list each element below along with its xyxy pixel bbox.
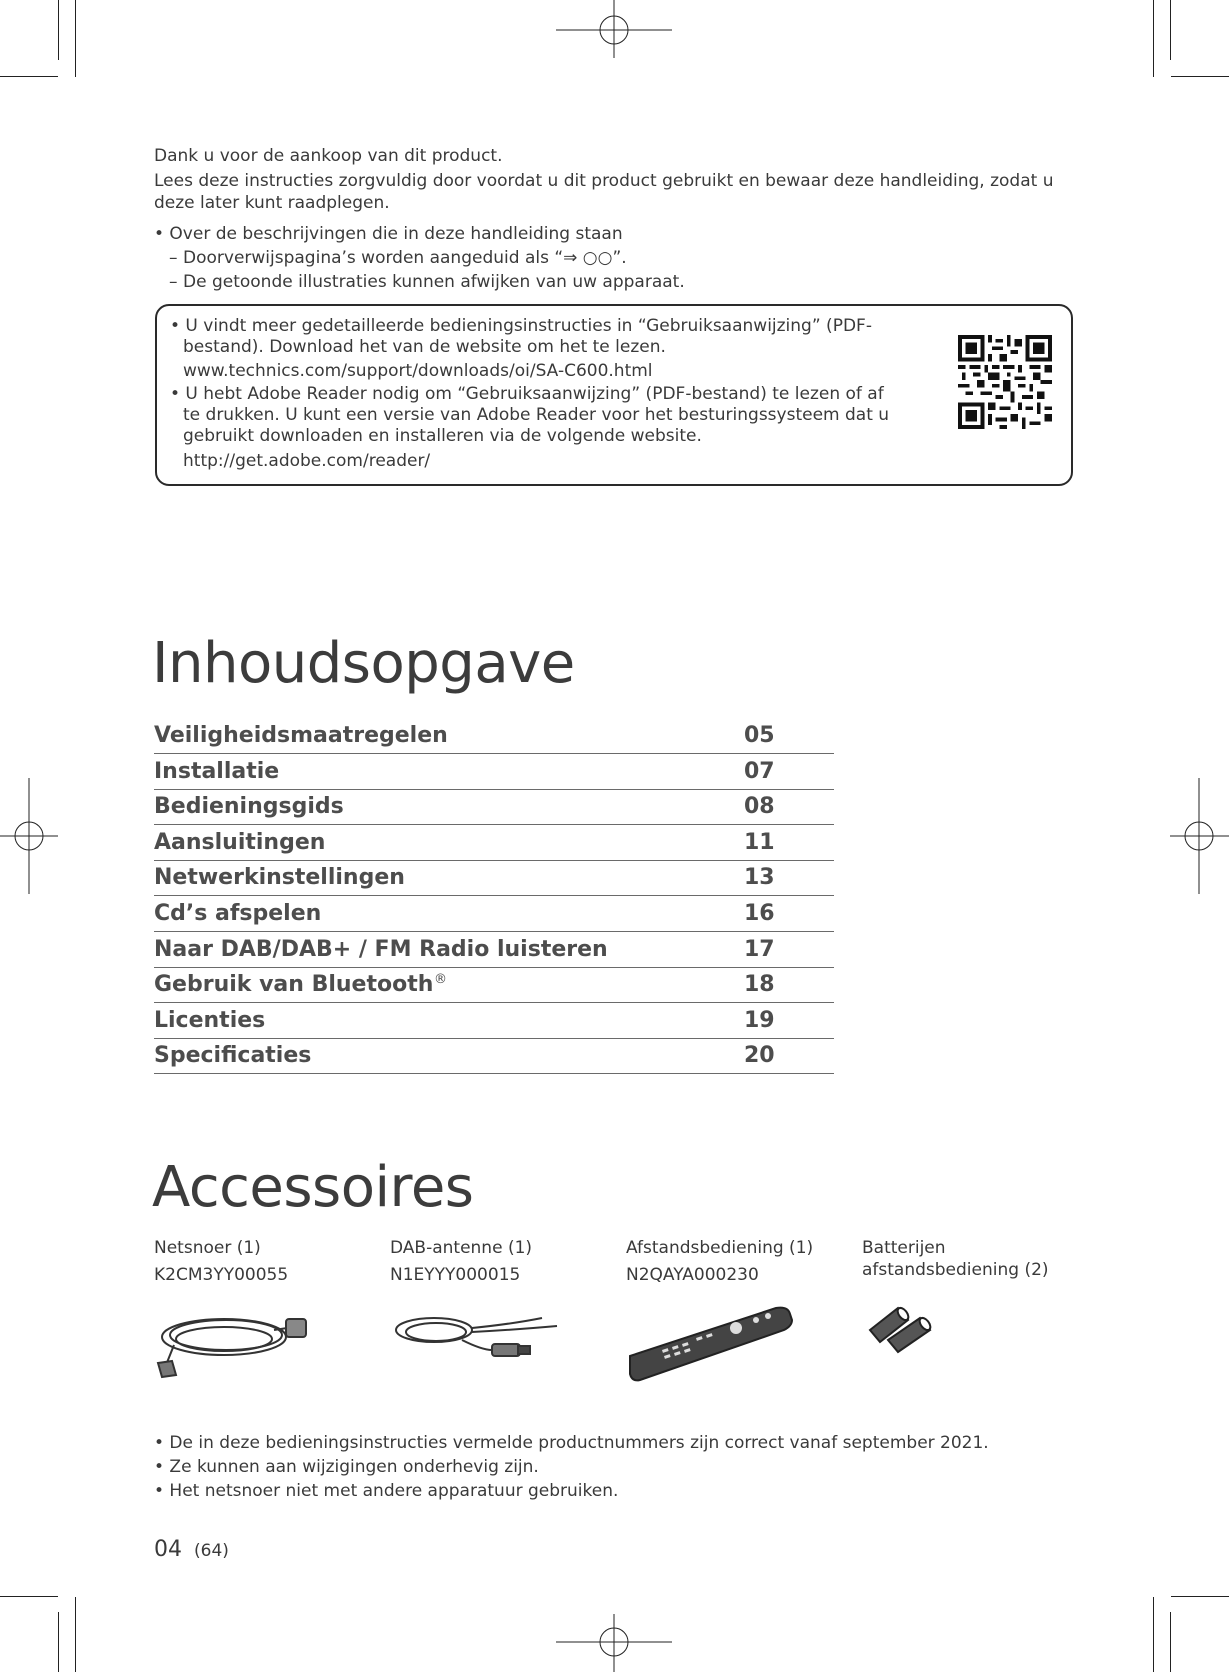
- technics-url-link[interactable]: www.technics.com/support/downloads/oi/SA-C600.html: [183, 361, 653, 381]
- toc-entry-page: 19: [744, 1007, 775, 1033]
- about-descriptions-bullet: • Over de beschrijvingen die in deze handleiding staan: [154, 224, 623, 244]
- toc-entry[interactable]: [154, 897, 834, 932]
- cross-reference-note: Doorverwijspagina’s worden aangeduid als “⇒ ○○”.: [183, 248, 627, 268]
- registered-mark: ®: [434, 972, 447, 988]
- toc-entry[interactable]: [154, 826, 834, 861]
- toc-entry[interactable]: [154, 968, 834, 1003]
- toc-entry[interactable]: [154, 790, 834, 825]
- infobox-bullet1-line1: • U vindt meer gedetailleerde bedieningsinstructies in “Gebruiksaanwijzing” (PDF-: [170, 316, 872, 336]
- toc-entry-page: 07: [744, 758, 775, 784]
- toc-heading: Inhoudsopgave: [152, 631, 575, 696]
- toc-entry-title: Aansluitingen: [154, 829, 326, 855]
- infobox-bullet2-line3: gebruikt downloaden en installeren via de volgende website.: [183, 426, 702, 446]
- accessory-dab-antenna-name: DAB-antenne (1): [390, 1238, 533, 1258]
- dab-antenna-icon: [392, 1300, 567, 1370]
- toc-entry[interactable]: [154, 755, 834, 790]
- illustration-note: De getoonde illustraties kunnen afwijken van uw apparaat.: [183, 272, 685, 292]
- accessory-remote-name: Afstandsbediening (1): [626, 1238, 814, 1258]
- accessory-batteries-name-line2: afstandsbediening (2): [862, 1260, 1049, 1280]
- toc-entry-title: Gebruik van Bluetooth: [154, 972, 434, 998]
- toc-entry-page: 16: [744, 901, 775, 926]
- read-instructions-line2: deze later kunt raadplegen.: [154, 193, 390, 213]
- toc-entry[interactable]: [154, 1004, 834, 1039]
- toc-entry-title: Cd’s afspelen: [154, 901, 322, 926]
- accessory-power-cord-name: Netsnoer (1): [154, 1238, 261, 1258]
- accessories-heading: Accessoires: [152, 1155, 474, 1220]
- infobox-bullet2-line1: • U hebt Adobe Reader nodig om “Gebruiksaanwijzing” (PDF-bestand) te lezen of af: [170, 384, 884, 404]
- toc-entry-page: 17: [744, 936, 775, 962]
- infobox-bullet2-line2: te drukken. U kunt een versie van Adobe Reader voor het besturingssysteem dat u: [183, 405, 890, 425]
- toc-entry-page: 13: [744, 865, 775, 891]
- sub-bullet-dash: –: [169, 272, 178, 292]
- accessory-power-cord-code: K2CM3YY00055: [154, 1265, 289, 1285]
- toc-entry-page: 08: [744, 794, 775, 820]
- page-total: (64): [194, 1541, 229, 1561]
- read-instructions-line1: Lees deze instructies zorgvuldig door voordat u dit product gebruikt en bewaar deze handleiding, zodat u: [154, 171, 1054, 191]
- toc-entry-title: Naar DAB/DAB+ / FM Radio luisteren: [154, 936, 608, 962]
- adobe-url-link[interactable]: http://get.adobe.com/reader/: [183, 451, 431, 471]
- toc-entry[interactable]: [154, 719, 834, 754]
- sub-bullet-dash: –: [169, 248, 178, 268]
- toc-entry-title: Installatie: [154, 758, 280, 784]
- toc-entry-page: 20: [744, 1043, 775, 1069]
- batteries-icon: [864, 1300, 940, 1355]
- note-subject-to-change: • Ze kunnen aan wijzigingen onderhevig zijn.: [154, 1457, 539, 1477]
- page-number: 04: [154, 1537, 182, 1562]
- note-power-cord-usage: • Het netsnoer niet met andere apparatuur gebruiken.: [154, 1481, 619, 1501]
- toc-entry-title: Licenties: [154, 1007, 266, 1033]
- toc-entry-page: 05: [744, 723, 775, 748]
- infobox-bullet1-line2: bestand). Download het van de website om het te lezen.: [183, 337, 666, 357]
- toc-entry-title: Netwerkinstellingen: [154, 865, 405, 891]
- toc-entry[interactable]: [154, 1039, 834, 1074]
- toc-entry[interactable]: [154, 861, 834, 896]
- accessory-batteries-name: Batterijen: [862, 1238, 946, 1258]
- power-cord-icon: [154, 1295, 314, 1380]
- qr-code-icon[interactable]: [958, 335, 1052, 429]
- note-product-numbers: • De in deze bedieningsinstructies vermelde productnummers zijn correct vanaf september 2021.: [154, 1433, 989, 1453]
- thanks-text: Dank u voor de aankoop van dit product.: [154, 146, 503, 166]
- toc-entry-title: Specificaties: [154, 1043, 312, 1069]
- accessory-remote-code: N2QAYA000230: [626, 1265, 759, 1285]
- toc-entry-page: 11: [744, 829, 775, 855]
- remote-control-icon: [626, 1298, 794, 1383]
- toc-entry-title: Veiligheidsmaatregelen: [154, 723, 448, 748]
- toc-entry-page: 18: [744, 972, 775, 998]
- toc-entry[interactable]: [154, 933, 834, 968]
- toc-entry-title: Bedieningsgids: [154, 794, 344, 820]
- accessory-dab-antenna-code: N1EYYY000015: [390, 1265, 521, 1285]
